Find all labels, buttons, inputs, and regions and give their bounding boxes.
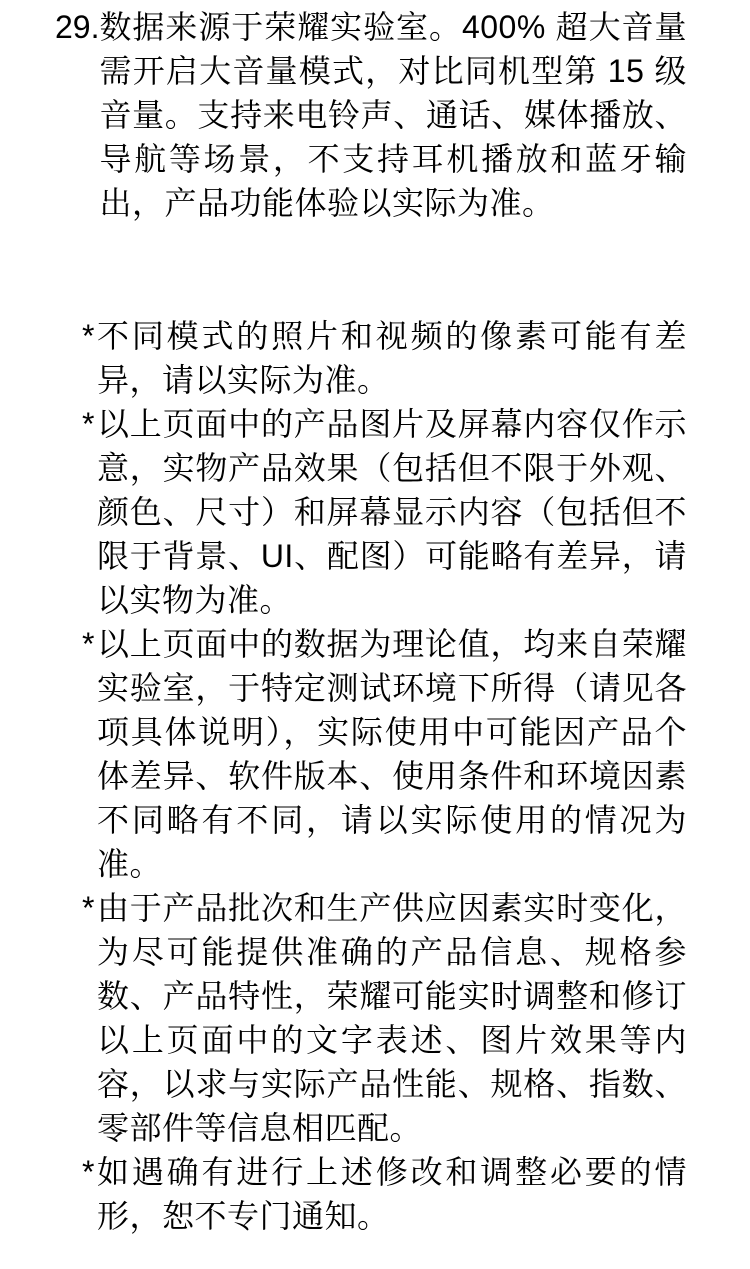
- disclaimer-text: 以上页面中的数据为理论值，均来自荣耀实验室，于特定测试环境下所得（请见各项具体说明），实际使用中可能因产品个体差异、软件版本、使用条件和环境因素不同略有不同，请以实际使用的情况为准。: [97, 626, 687, 882]
- disclaimer-item: [82, 314, 687, 402]
- disclaimer-item: [82, 622, 687, 886]
- disclaimer-text: 不同模式的照片和视频的像素可能有差异，请以实际为准。: [97, 318, 687, 398]
- disclaimer-item: [82, 402, 687, 622]
- asterisk-marker: *: [82, 406, 95, 442]
- asterisk-marker: *: [82, 626, 95, 662]
- asterisk-marker: *: [82, 1154, 95, 1190]
- disclaimer-text: 如遇确有进行上述修改和调整必要的情形，恕不专门通知。: [97, 1154, 687, 1234]
- asterisk-marker: *: [82, 890, 95, 926]
- asterisk-marker: *: [82, 318, 95, 354]
- footnote-29: [55, 5, 687, 225]
- footnote-text: 数据来源于荣耀实验室。400% 超大音量需开启大音量模式，对比同机型第 15 级音量。支持来电铃声、通话、媒体播放、导航等场景，不支持耳机播放和蓝牙输出，产品功能体验以实际为准。: [99, 9, 687, 221]
- disclaimer-item: [82, 886, 687, 1150]
- disclaimer-item: [82, 1150, 687, 1238]
- disclaimer-list: [82, 314, 687, 1238]
- footnote-number: 29.: [55, 9, 100, 45]
- disclaimer-text: 由于产品批次和生产供应因素实时变化，为尽可能提供准确的产品信息、规格参数、产品特性，荣耀可能实时调整和修订以上页面中的文字表述、图片效果等内容，以求与实际产品性能、规格、指数、零部件等信息相匹配。: [97, 890, 687, 1146]
- disclaimer-text: 以上页面中的产品图片及屏幕内容仅作示意，实物产品效果（包括但不限于外观、颜色、尺寸）和屏幕显示内容（包括但不限于背景、UI、配图）可能略有差异，请以实物为准。: [97, 406, 687, 618]
